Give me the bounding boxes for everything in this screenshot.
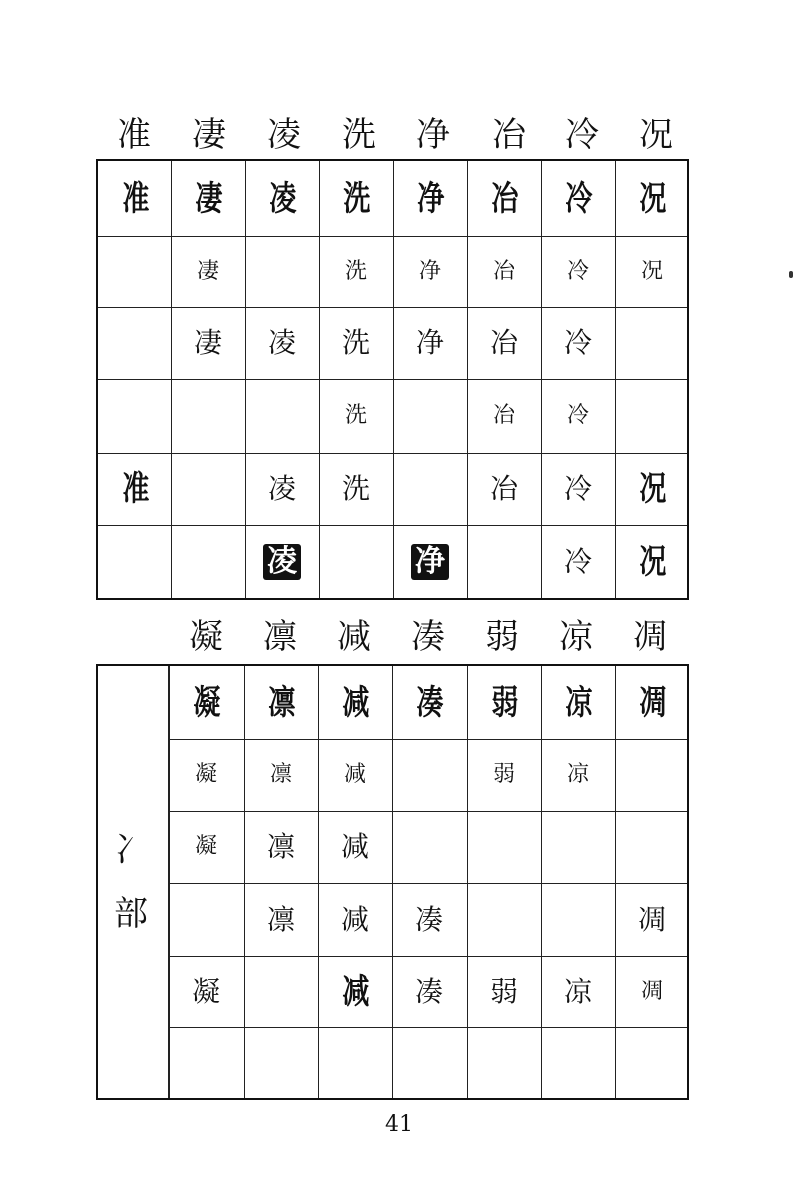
margin-speck	[789, 271, 793, 278]
radical-bu-char: 部	[114, 894, 148, 934]
seal-script-glyph: 况	[639, 469, 665, 509]
bottom-header-char: 凉	[559, 617, 593, 657]
oracle-glyph: 凄	[196, 259, 220, 284]
top-header-char: 凄	[192, 115, 226, 155]
seal-script-glyph: 弱	[489, 975, 519, 1008]
seal-glyph: 减	[342, 683, 368, 723]
page-number: 41	[385, 1112, 413, 1137]
radical-char: 冫	[114, 830, 148, 870]
seal-script-glyph: 凋	[640, 979, 664, 1004]
seal-impression: 净	[411, 544, 449, 580]
oracle-glyph: 凛	[269, 762, 293, 787]
oracle-glyph: 冷	[566, 259, 590, 284]
top-header-char: 冶	[492, 115, 526, 155]
seal-glyph: 凛	[268, 683, 294, 723]
seal-impression: 况	[639, 542, 665, 582]
seal-glyph: 弱	[491, 683, 517, 723]
seal-script-glyph: 准	[122, 469, 148, 509]
seal-script-glyph: 凑	[414, 975, 444, 1008]
bronze-glyph: 冶	[489, 326, 519, 359]
seal-glyph: 洗	[343, 179, 369, 219]
bamboo-glyph: 冶	[492, 403, 516, 428]
bamboo-glyph: 凑	[414, 903, 444, 936]
bronze-glyph: 净	[415, 326, 445, 359]
seal-script-glyph: 凌	[267, 472, 297, 505]
bottom-glyph-table	[96, 664, 689, 1100]
seal-script-glyph: 凉	[563, 975, 593, 1008]
seal-script-glyph: 洗	[341, 472, 371, 505]
oracle-glyph: 凝	[194, 762, 218, 787]
seal-script-glyph: 凝	[191, 975, 221, 1008]
bronze-glyph: 洗	[341, 326, 371, 359]
top-header-char: 冷	[565, 115, 599, 155]
seal-glyph: 准	[122, 179, 148, 219]
seal-glyph: 凋	[639, 683, 665, 723]
top-glyph-table	[96, 159, 689, 600]
bronze-glyph: 凌	[267, 326, 297, 359]
seal-glyph: 凌	[269, 179, 295, 219]
seal-glyph: 凑	[416, 683, 442, 723]
bronze-glyph: 冷	[563, 326, 593, 359]
bottom-header-char: 凋	[633, 617, 667, 657]
oracle-glyph: 减	[343, 762, 367, 787]
oracle-glyph: 弱	[492, 762, 516, 787]
oracle-glyph: 净	[418, 259, 442, 284]
seal-script-glyph: 减	[342, 972, 368, 1012]
bamboo-glyph: 凛	[266, 903, 296, 936]
bottom-header-char: 减	[337, 617, 371, 657]
oracle-glyph: 冶	[492, 259, 516, 284]
bamboo-glyph: 减	[340, 903, 370, 936]
bronze-glyph: 凝	[194, 834, 218, 859]
bottom-header-char: 凑	[411, 617, 445, 657]
top-header-char: 凌	[267, 115, 301, 155]
bottom-header-char: 弱	[485, 617, 519, 657]
seal-glyph: 冶	[491, 179, 517, 219]
bronze-glyph: 凛	[266, 830, 296, 863]
oracle-glyph: 洗	[344, 259, 368, 284]
seal-glyph: 净	[417, 179, 443, 219]
bronze-glyph: 凄	[193, 326, 223, 359]
seal-impression: 冷	[563, 545, 593, 578]
bamboo-glyph: 凋	[637, 903, 667, 936]
oracle-glyph: 凉	[566, 762, 590, 787]
seal-script-glyph: 冶	[489, 472, 519, 505]
seal-impression: 凌	[263, 544, 301, 580]
bamboo-glyph: 冷	[566, 403, 590, 428]
oracle-glyph: 况	[640, 259, 664, 284]
top-header-char: 况	[639, 115, 673, 155]
top-header-char: 净	[416, 115, 450, 155]
bamboo-glyph: 洗	[344, 403, 368, 428]
seal-glyph: 凉	[565, 683, 591, 723]
bottom-header-char: 凛	[263, 617, 297, 657]
seal-glyph: 凝	[193, 683, 219, 723]
seal-glyph: 冷	[565, 179, 591, 219]
bottom-header-char: 凝	[189, 617, 223, 657]
seal-script-glyph: 冷	[563, 472, 593, 505]
top-header-char: 准	[117, 115, 151, 155]
top-header-char: 洗	[342, 115, 376, 155]
bronze-glyph: 减	[340, 830, 370, 863]
seal-glyph: 凄	[195, 179, 221, 219]
seal-glyph: 况	[639, 179, 665, 219]
